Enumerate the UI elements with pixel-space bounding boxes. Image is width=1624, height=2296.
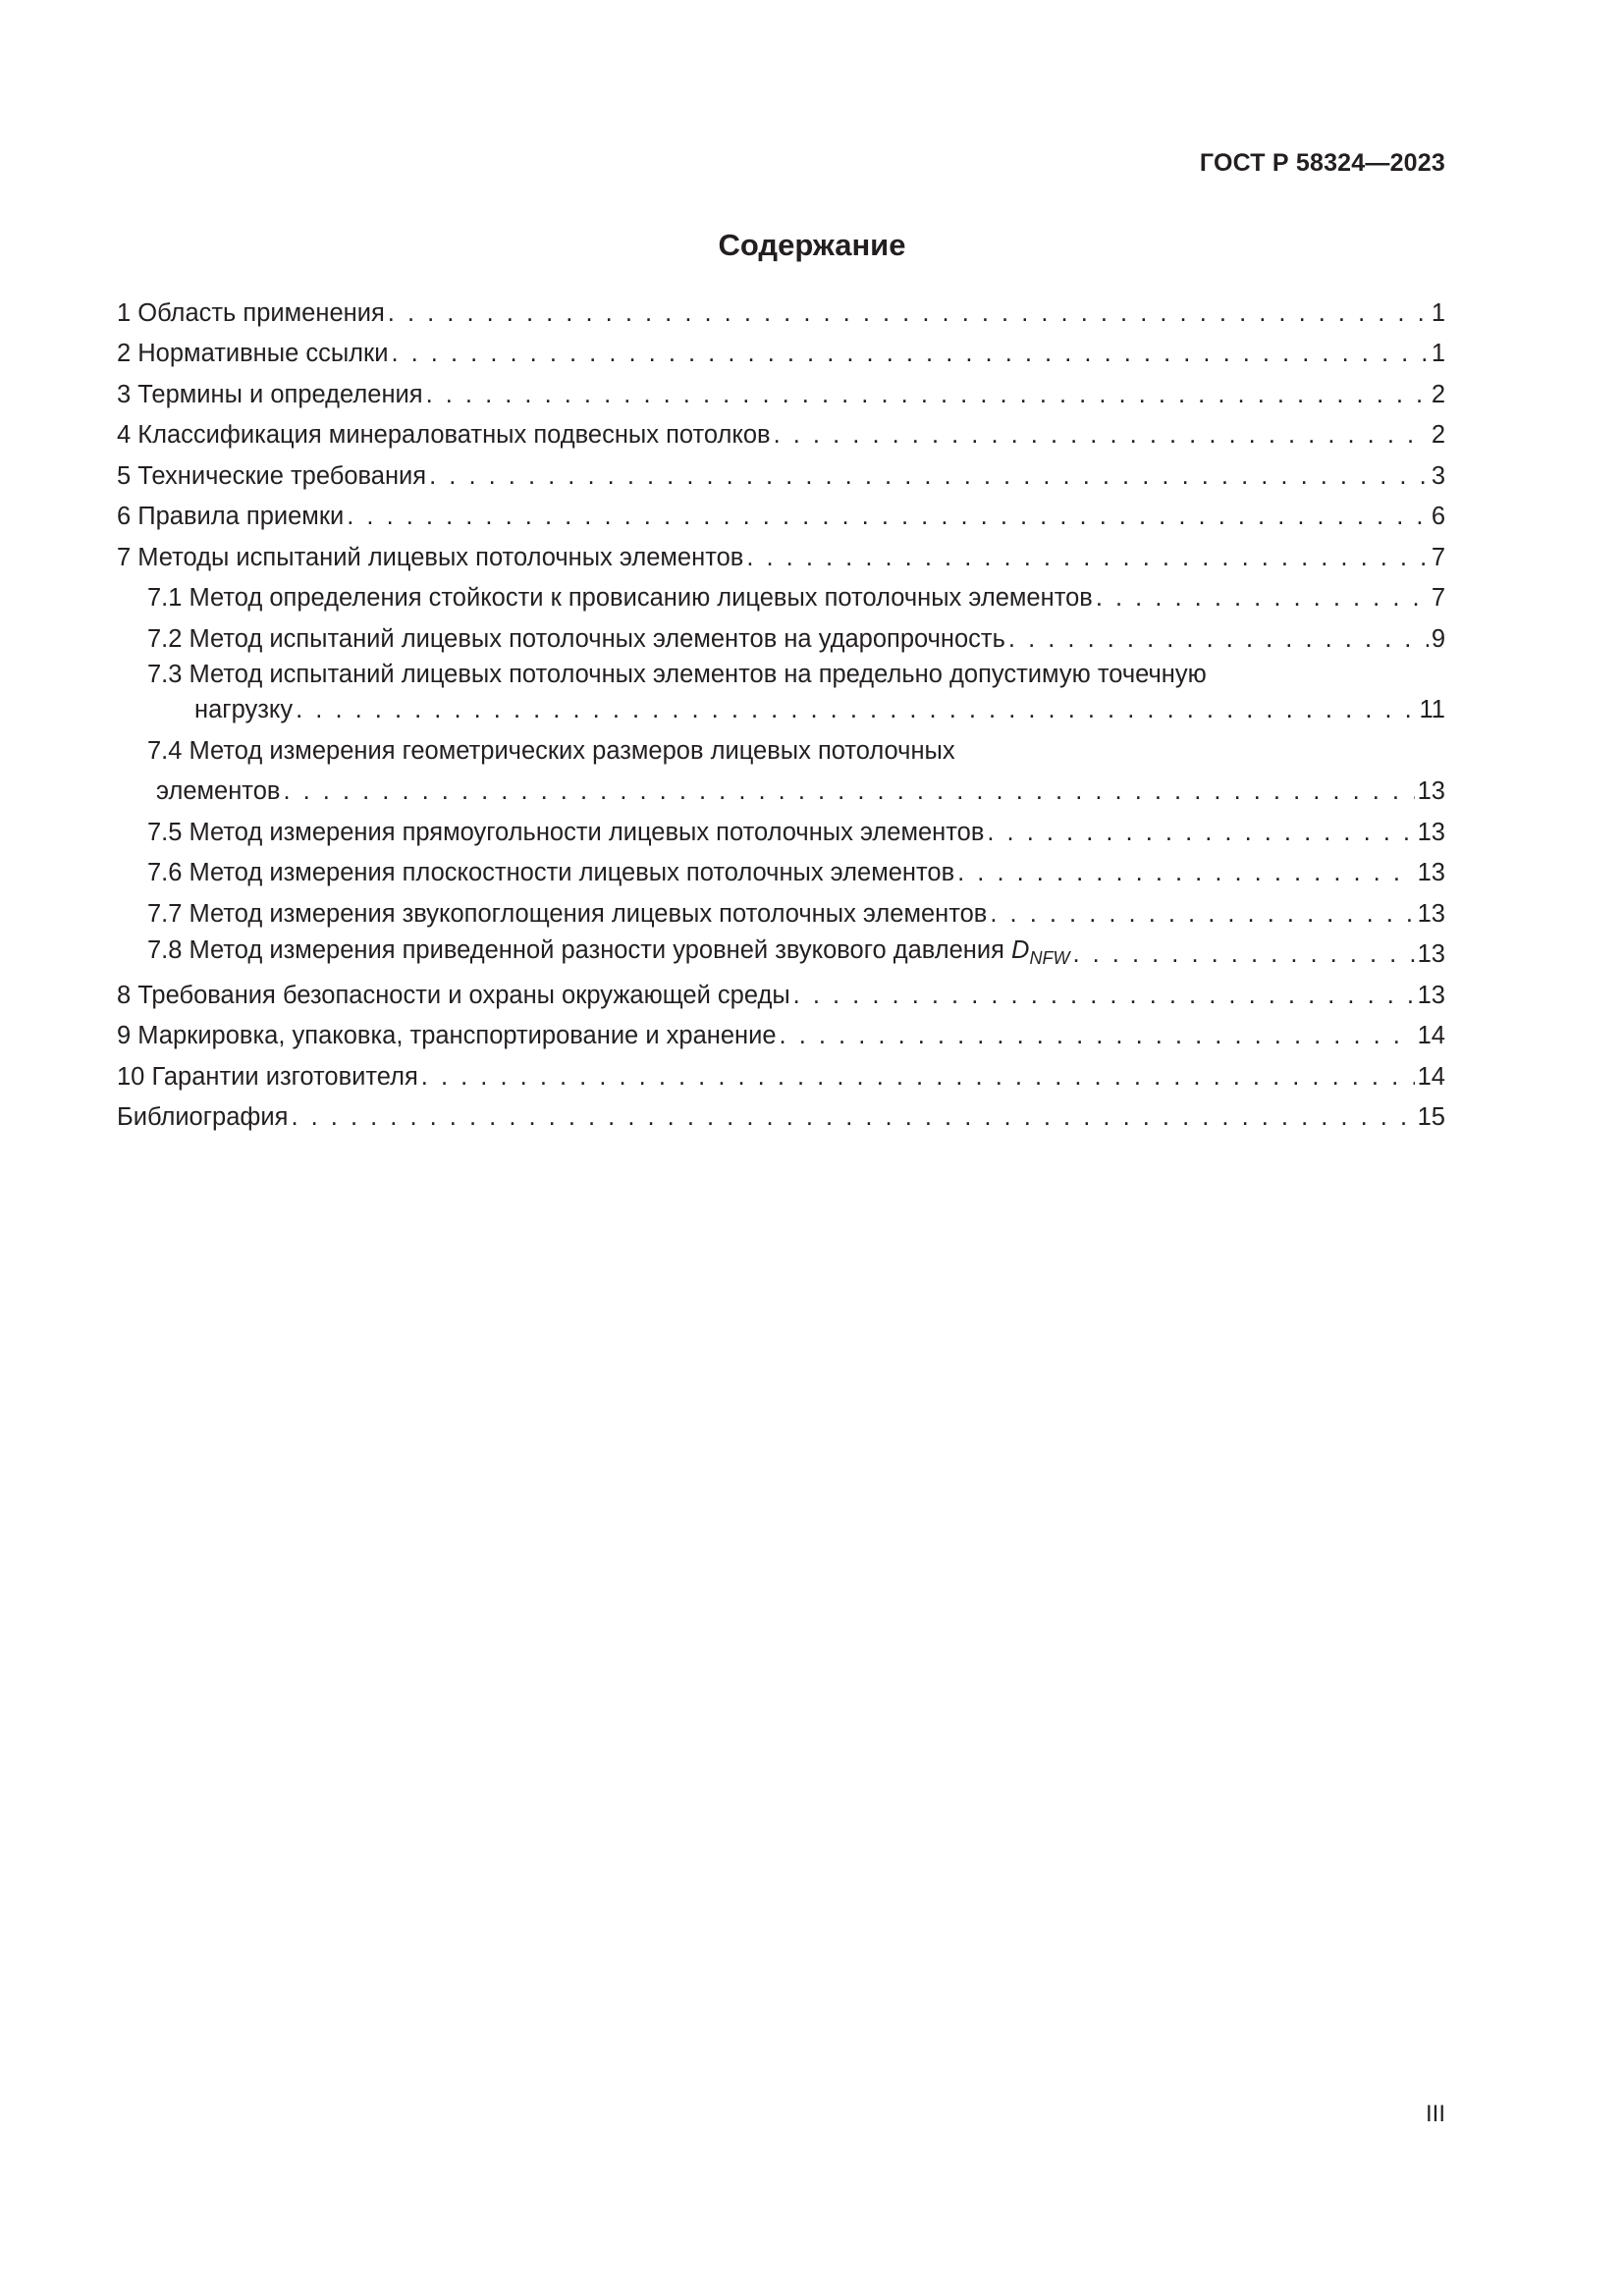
symbol-d-nfw: D bbox=[1011, 936, 1030, 964]
dot-leader bbox=[296, 696, 1416, 724]
toc-entry-text: 7.4 Метод измерения геометрических размеров лицевых потолочных bbox=[147, 736, 955, 765]
toc-entry-text: 9 Маркировка, упаковка, транспортирование и хранение bbox=[117, 1022, 777, 1049]
toc-page-number: 6 bbox=[1431, 503, 1445, 530]
toc-page-number: 13 bbox=[1417, 818, 1445, 846]
dot-leader bbox=[429, 462, 1429, 491]
toc-page-number: 1 bbox=[1431, 298, 1445, 327]
dot-leader bbox=[1072, 940, 1414, 969]
toc-page-number: 13 bbox=[1417, 777, 1445, 805]
toc-entry-text: Библиография bbox=[117, 1103, 289, 1131]
toc-page-number: 2 bbox=[1431, 421, 1445, 449]
toc-entry-text: 7.5 Метод измерения прямоугольности лицевых потолочных элементов bbox=[147, 818, 985, 846]
toc-entry-5[interactable] bbox=[117, 454, 1445, 495]
dot-leader bbox=[1096, 584, 1429, 613]
table-of-contents bbox=[117, 291, 1445, 1136]
toc-entry-2[interactable] bbox=[117, 332, 1445, 373]
toc-entry-7-6[interactable] bbox=[117, 851, 1445, 892]
toc-entry-7-3-continued[interactable] bbox=[117, 693, 1445, 728]
toc-entry-text: 3 Термины и определения bbox=[117, 380, 423, 408]
dot-leader bbox=[388, 299, 1429, 328]
toc-entry-7-7[interactable] bbox=[117, 891, 1445, 933]
toc-page-number: 7 bbox=[1431, 543, 1445, 571]
toc-entry-text-continued: элементов bbox=[156, 777, 281, 805]
toc-entry-7-5[interactable] bbox=[117, 810, 1445, 851]
toc-entry-label: 7.8 Метод измерения приведенной разности уровней звукового давления bbox=[147, 936, 1004, 964]
toc-entry-7-2[interactable] bbox=[117, 616, 1445, 658]
toc-entry-1[interactable] bbox=[117, 291, 1445, 332]
toc-page-number: 13 bbox=[1417, 859, 1445, 886]
toc-entry-text bbox=[147, 936, 1069, 969]
toc-entry-7-4-continued[interactable] bbox=[117, 770, 1445, 811]
toc-entry-7[interactable] bbox=[117, 535, 1445, 576]
toc-page-number: 2 bbox=[1431, 380, 1445, 408]
toc-entry-text: 2 Нормативные ссылки bbox=[117, 340, 389, 367]
toc-page-number: 1 bbox=[1431, 340, 1445, 367]
toc-entry-text: 5 Технические требования bbox=[117, 461, 427, 490]
dot-leader bbox=[283, 777, 1414, 806]
toc-entry-text-continued: нагрузку bbox=[194, 695, 294, 723]
dot-leader bbox=[426, 381, 1429, 409]
toc-entry-text: 7.3 Метод испытаний лицевых потолочных элементов на предельно допустимую точечную bbox=[147, 660, 1207, 688]
dot-leader bbox=[746, 544, 1428, 572]
toc-page-number: 3 bbox=[1431, 461, 1445, 490]
toc-entry-text: 7.6 Метод измерения плоскостности лицевых потолочных элементов bbox=[147, 859, 955, 886]
toc-entry-7-8[interactable] bbox=[117, 933, 1445, 974]
toc-entry-6[interactable] bbox=[117, 495, 1445, 536]
toc-entry-7-1[interactable] bbox=[117, 576, 1445, 617]
toc-page-number: 13 bbox=[1417, 940, 1445, 968]
dot-leader bbox=[347, 503, 1429, 531]
toc-entry-bibliography[interactable] bbox=[117, 1095, 1445, 1137]
toc-entry-10[interactable] bbox=[117, 1054, 1445, 1095]
dot-leader bbox=[421, 1063, 1415, 1092]
toc-page-number: 15 bbox=[1417, 1103, 1445, 1131]
dot-leader bbox=[391, 340, 1428, 368]
symbol-subscript: NFW bbox=[1029, 948, 1070, 968]
toc-entry-9[interactable] bbox=[117, 1014, 1445, 1055]
dot-leader bbox=[987, 819, 1414, 847]
toc-page-number: 14 bbox=[1417, 1062, 1445, 1091]
dot-leader bbox=[1008, 625, 1429, 654]
toc-entry-text: 10 Гарантии изготовителя bbox=[117, 1062, 418, 1091]
toc-entry-7-4[interactable] bbox=[117, 728, 1445, 770]
dot-leader bbox=[291, 1103, 1414, 1132]
dot-leader bbox=[774, 421, 1429, 450]
document-code: ГОСТ Р 58324—2023 bbox=[1199, 149, 1445, 177]
toc-entry-text: 4 Классификация минераловатных подвесных потолков bbox=[117, 421, 771, 449]
toc-page-number: 13 bbox=[1417, 981, 1445, 1009]
toc-page-number: 13 bbox=[1417, 899, 1445, 928]
toc-entry-text: 7.7 Метод измерения звукопоглощения лицевых потолочных элементов bbox=[147, 899, 988, 928]
toc-entry-3[interactable] bbox=[117, 372, 1445, 413]
toc-entry-text: 1 Область применения bbox=[117, 298, 385, 327]
toc-entry-8[interactable] bbox=[117, 973, 1445, 1014]
toc-page-number: 14 bbox=[1417, 1022, 1445, 1049]
toc-page-number: 9 bbox=[1431, 624, 1445, 653]
toc-entry-text: 7.2 Метод испытаний лицевых потолочных элементов на ударопрочность bbox=[147, 624, 1005, 653]
dot-leader bbox=[990, 900, 1414, 929]
toc-entry-text: 7.1 Метод определения стойкости к провисанию лицевых потолочных элементов bbox=[147, 584, 1093, 612]
toc-page-number: 11 bbox=[1419, 695, 1445, 723]
page-number: III bbox=[1425, 2101, 1445, 2127]
toc-entry-7-3[interactable] bbox=[117, 658, 1445, 693]
toc-entry-text: 6 Правила приемки bbox=[117, 503, 345, 530]
toc-entry-4[interactable] bbox=[117, 413, 1445, 454]
dot-leader bbox=[780, 1022, 1415, 1050]
toc-entry-text: 7 Методы испытаний лицевых потолочных элементов bbox=[117, 543, 744, 571]
dot-leader bbox=[957, 859, 1415, 887]
dot-leader bbox=[793, 982, 1415, 1010]
toc-page-number: 7 bbox=[1431, 584, 1445, 612]
toc-entry-text: 8 Требования безопасности и охраны окружающей среды bbox=[117, 981, 790, 1009]
toc-title: Содержание bbox=[718, 228, 906, 262]
